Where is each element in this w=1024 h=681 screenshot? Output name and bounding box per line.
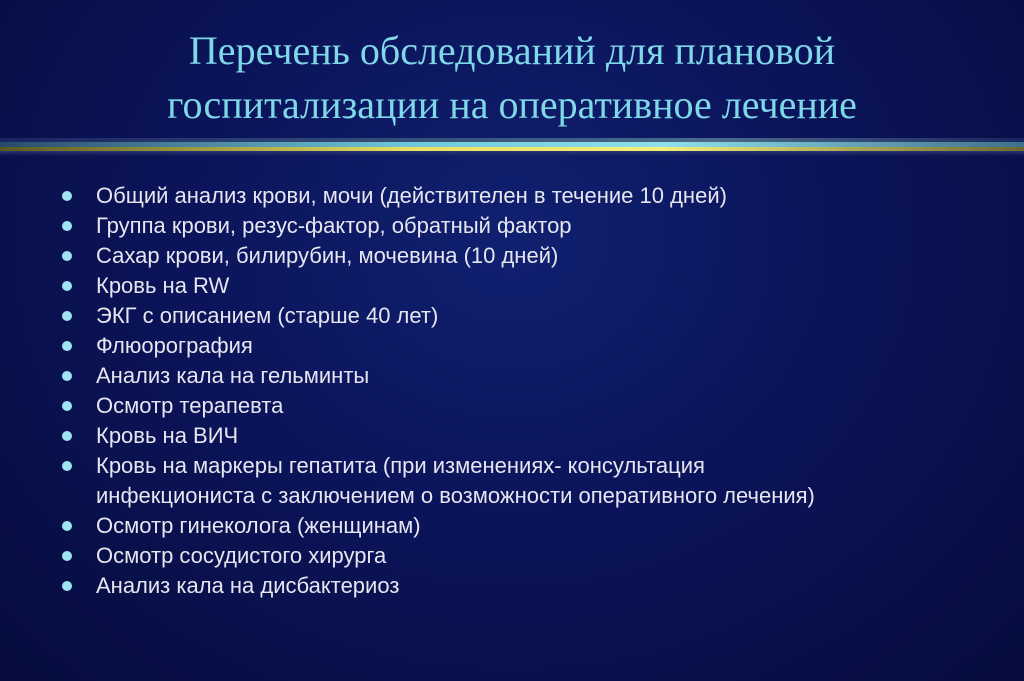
list-item-text: Осмотр гинеколога (женщинам) [96,513,421,538]
list-item-text: Кровь на RW [96,273,230,298]
divider-stripe-shadow [0,151,1024,156]
list-item-text: Группа крови, резус-фактор, обратный фактор [96,213,572,238]
list-item [60,391,1000,421]
list-item-text: Кровь на ВИЧ [96,423,239,448]
list-item-text-line-1: Кровь на маркеры гепатита (при изменениях- консультация [96,453,705,478]
bullet-icon [62,461,72,471]
list-item [60,211,1000,241]
bullet-icon [62,281,72,291]
list-item-text-line-2: инфекциониста с заключением о возможности оперативного лечения) [96,483,815,508]
bullet-icon [62,191,72,201]
title-divider [0,138,1024,160]
list-item [60,301,1000,331]
list-item [60,571,1000,601]
list-item-text: Сахар крови, билирубин, мочевина (10 дней) [96,243,559,268]
bullet-icon [62,551,72,561]
list-item-text: Осмотр терапевта [96,393,284,418]
list-item-text: Осмотр сосудистого хирурга [96,543,387,568]
list-item [60,181,1000,211]
list-item [60,421,1000,451]
list-item [60,451,1000,511]
list-item [60,361,1000,391]
bullet-icon [62,431,72,441]
bullet-icon [62,221,72,231]
list-item-text: Флюорография [96,333,253,358]
list-item-text: ЭКГ с описанием (старше 40 лет) [96,303,439,328]
bullet-icon [62,341,72,351]
list-item [60,511,1000,541]
bullet-icon [62,401,72,411]
list-item [60,271,1000,301]
list-item [60,541,1000,571]
bullet-icon [62,521,72,531]
bullet-icon [62,581,72,591]
slide-title-line-1: Перечень обследований для плановой [188,28,836,73]
list-item [60,241,1000,271]
bullet-icon [62,371,72,381]
slide-title-line-2: госпитализации на оперативное лечение [167,82,857,127]
list-item-text: Анализ кала на гельминты [96,363,370,388]
bullet-icon [62,311,72,321]
bullet-icon [62,251,72,261]
slide-title [0,24,1024,132]
exam-list [60,181,1000,601]
list-item-text: Анализ кала на дисбактериоз [96,573,400,598]
list-item-text: Общий анализ крови, мочи (действителен в течение 10 дней) [96,183,727,208]
list-item [60,331,1000,361]
